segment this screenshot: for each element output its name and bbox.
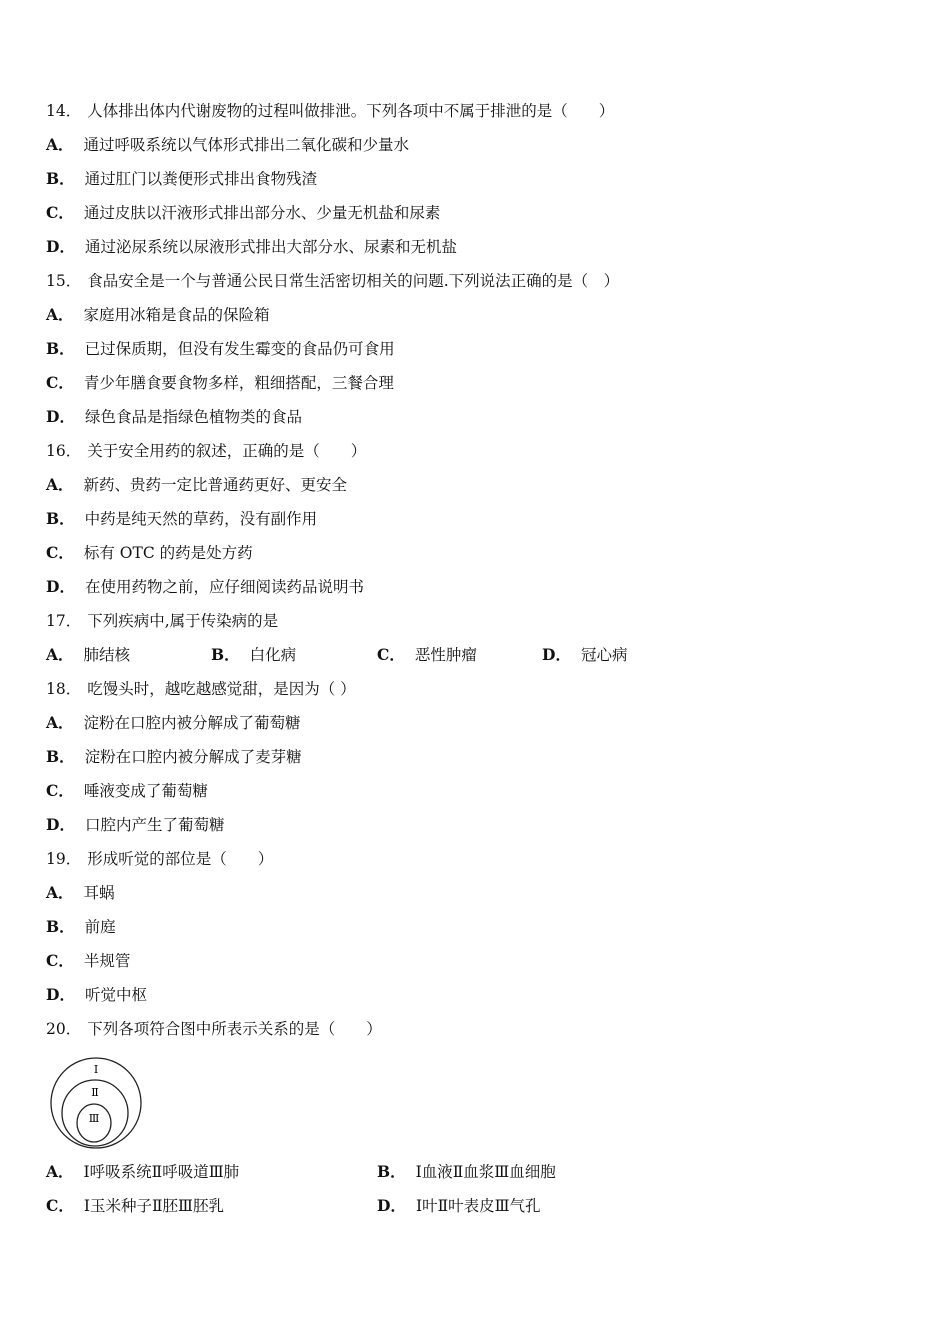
option-letter: C． [46,543,74,562]
q14-option-c[interactable] [46,203,440,223]
option-text: 口腔内产生了葡萄糖 [84,816,225,834]
q19-option-a[interactable] [46,883,115,903]
label-ii: Ⅱ [91,1086,99,1099]
q18-option-b[interactable] [46,747,302,767]
question-number: 14． [46,102,82,120]
option-letter: D． [377,1196,406,1215]
q14-option-a[interactable] [46,135,409,155]
q17-option-c[interactable] [377,645,477,665]
option-text: Ⅰ呼吸系统Ⅱ呼吸道Ⅲ肺 [83,1163,240,1181]
option-letter: D． [542,645,571,664]
option-letter: C． [46,1196,74,1215]
option-letter: A． [46,645,74,664]
option-letter: C． [46,781,74,800]
option-text: 标有 OTC 的药是处方药 [83,544,253,562]
option-text: 在使用药物之前，应仔细阅读药品说明书 [84,578,364,596]
q19-option-d[interactable] [46,985,147,1005]
question-text: 下列各项符合图中所表示关系的是（ ） [87,1020,382,1038]
q15-option-b[interactable] [46,339,395,359]
q18-option-c[interactable] [46,781,208,801]
q15-option-c[interactable] [46,373,394,393]
option-text: Ⅰ玉米种子Ⅱ胚Ⅲ胚乳 [83,1197,224,1215]
option-text: 前庭 [84,918,116,936]
option-text: 淀粉在口腔内被分解成了葡萄糖 [83,714,301,732]
q19-option-c[interactable] [46,951,130,971]
q16-option-a[interactable] [46,475,347,495]
option-text: 肺结核 [83,646,131,664]
option-text: 半规管 [83,952,131,970]
q20-option-a[interactable] [46,1162,239,1182]
q16-option-c[interactable] [46,543,253,563]
option-text: 唾液变成了葡萄糖 [83,782,208,800]
option-letter: D． [46,577,75,596]
option-letter: D． [46,985,75,1004]
option-text: 耳蜗 [83,884,115,902]
option-text: 通过泌尿系统以尿液形式排出大部分水、尿素和无机盐 [84,238,457,256]
option-text: Ⅰ血液Ⅱ血浆Ⅲ血细胞 [415,1163,556,1181]
option-letter: A． [46,475,74,494]
label-i: Ⅰ [93,1063,99,1076]
q17-option-a[interactable] [46,645,130,665]
question-text: 形成听觉的部位是（ ） [87,850,274,868]
question-text: 食品安全是一个与普通公民日常生活密切相关的问题.下列说法正确的是（ ） [87,272,620,290]
option-letter: C． [46,203,74,222]
q18-option-d[interactable] [46,815,224,835]
option-letter: A． [46,305,74,324]
q20-option-c[interactable] [46,1196,224,1216]
question-19-stem [46,849,273,869]
question-number: 19． [46,850,82,868]
q17-option-d[interactable] [542,645,627,665]
option-text: 通过皮肤以汗液形式排出部分水、少量无机盐和尿素 [83,204,441,222]
option-text: 绿色食品是指绿色植物类的食品 [84,408,302,426]
question-17-stem [46,611,278,631]
question-number: 17． [46,612,82,630]
option-letter: B． [46,917,75,936]
option-text: 冠心病 [580,646,628,664]
option-text: 中药是纯天然的草药，没有副作用 [84,510,318,528]
label-iii: Ⅲ [88,1112,100,1125]
question-text: 关于安全用药的叙述，正确的是（ ） [87,442,367,460]
q18-option-a[interactable] [46,713,301,733]
option-text: 通过呼吸系统以气体形式排出二氧化碳和少量水 [83,136,410,154]
option-letter: B． [211,645,240,664]
option-letter: C． [46,373,74,392]
q20-option-b[interactable] [377,1162,556,1182]
option-letter: D． [46,815,75,834]
option-text: Ⅰ叶Ⅱ叶表皮Ⅲ气孔 [415,1197,541,1215]
option-text: 新药、贵药一定比普通药更好、更安全 [83,476,348,494]
q15-option-a[interactable] [46,305,270,325]
option-text: 已过保质期，但没有发生霉变的食品仍可食用 [84,340,395,358]
question-16-stem [46,441,366,461]
option-letter: B． [46,339,75,358]
q14-option-b[interactable] [46,169,317,189]
option-letter: B． [46,747,75,766]
q16-option-d[interactable] [46,577,364,597]
question-15-stem [46,271,619,291]
question-number: 15． [46,272,82,290]
option-letter: A． [46,713,74,732]
question-number: 20． [46,1020,82,1038]
option-letter: C． [46,951,74,970]
option-text: 恶性肿瘤 [414,646,477,664]
option-text: 通过肛门以粪便形式排出食物残渣 [84,170,318,188]
option-letter: A． [46,883,74,902]
question-number: 18． [46,680,82,698]
option-letter: D． [46,237,75,256]
question-text: 下列疾病中,属于传染病的是 [87,612,279,630]
option-text: 白化病 [249,646,297,664]
nested-circles-diagram [48,1055,144,1151]
question-18-stem [46,679,356,699]
q14-option-d[interactable] [46,237,457,257]
q20-option-d[interactable] [377,1196,541,1216]
q15-option-d[interactable] [46,407,302,427]
option-letter: A． [46,1162,74,1181]
option-letter: B． [46,509,75,528]
q19-option-b[interactable] [46,917,116,937]
question-number: 16． [46,442,82,460]
option-letter: B． [46,169,75,188]
question-text: 人体排出体内代谢废物的过程叫做排泄。下列各项中不属于排泄的是（ ） [87,102,615,120]
option-letter: A． [46,135,74,154]
option-text: 淀粉在口腔内被分解成了麦芽糖 [84,748,302,766]
option-letter: C． [377,645,405,664]
q16-option-b[interactable] [46,509,317,529]
option-text: 听觉中枢 [84,986,147,1004]
option-text: 家庭用冰箱是食品的保险箱 [83,306,270,324]
question-20-stem [46,1019,382,1039]
question-14-stem [46,101,614,121]
q17-option-b[interactable] [211,645,296,665]
option-letter: B． [377,1162,406,1181]
question-text: 吃馒头时，越吃越感觉甜，是因为（ ） [87,680,356,698]
option-letter: D． [46,407,75,426]
option-text: 青少年膳食要食物多样，粗细搭配，三餐合理 [83,374,394,392]
